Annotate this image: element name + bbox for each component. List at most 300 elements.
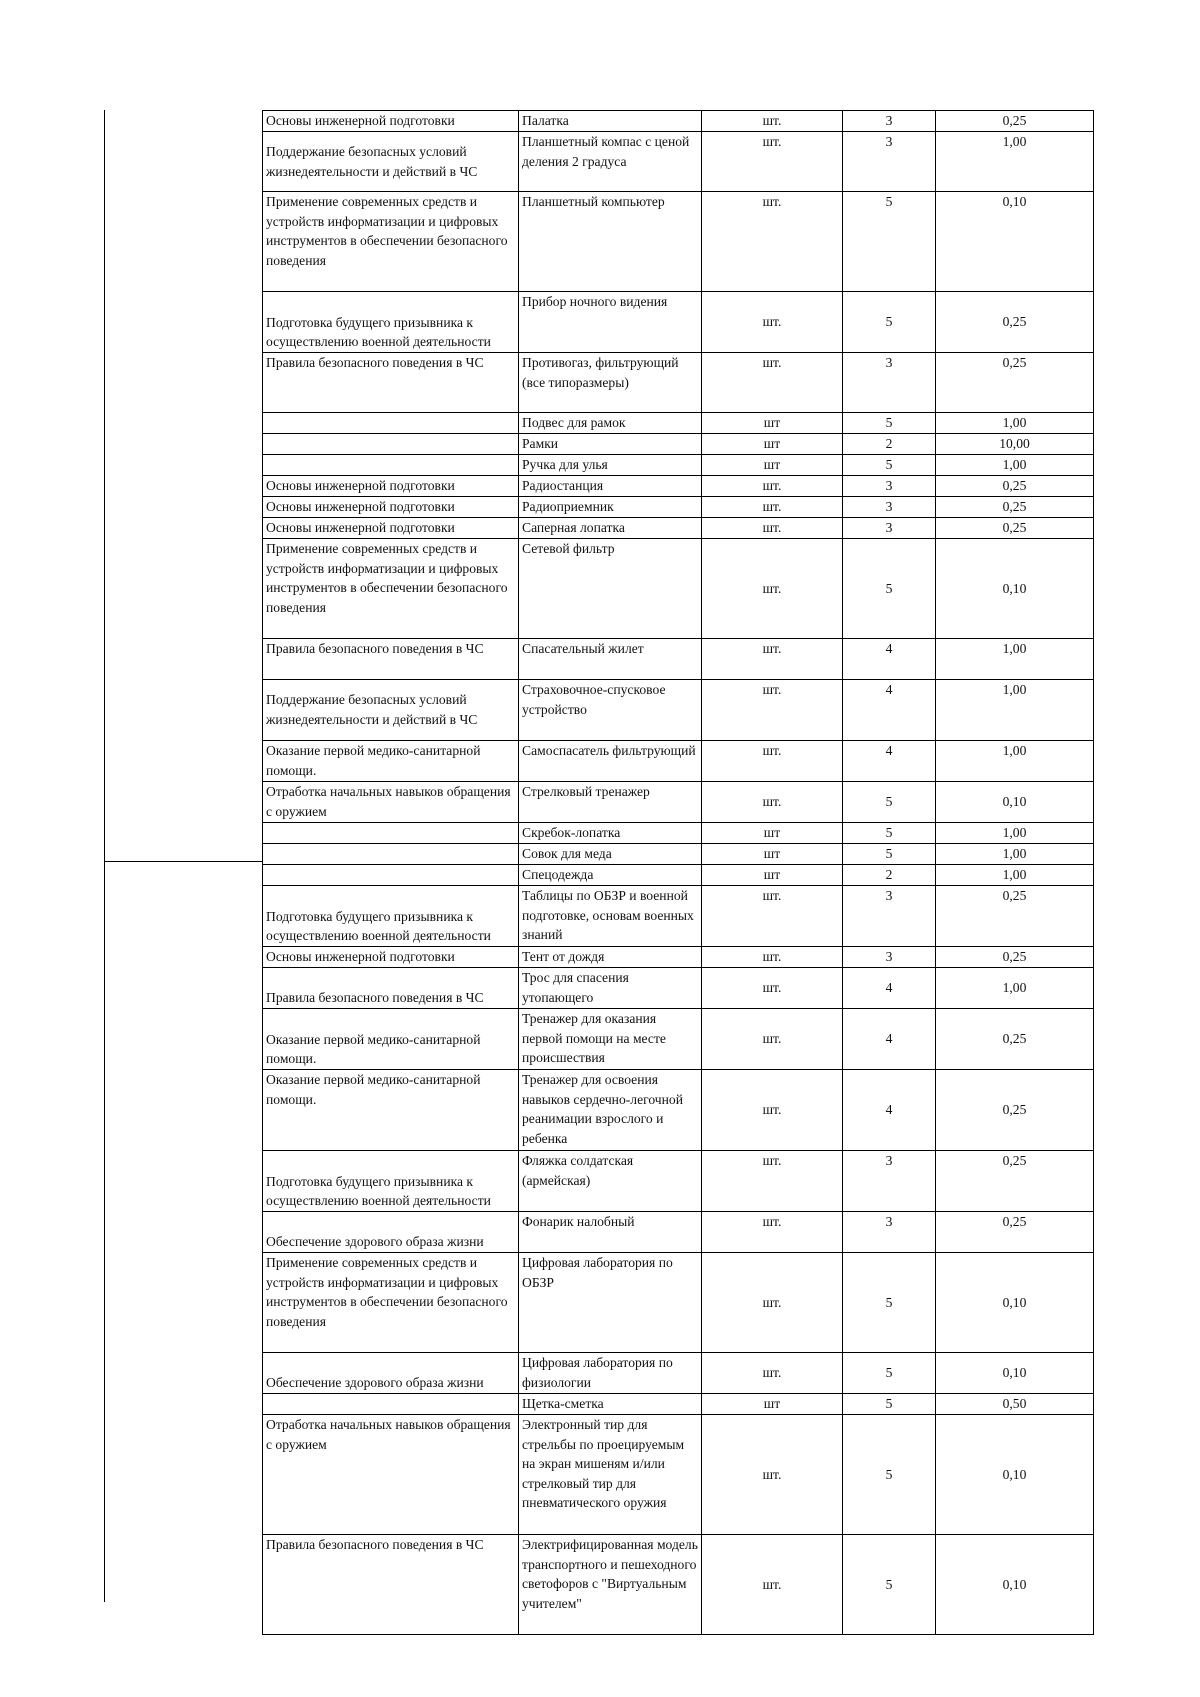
table-row — [263, 823, 1094, 844]
coefficient-text: 1,00 — [1002, 134, 1027, 149]
section-cell — [263, 1415, 519, 1535]
quantity-text: 3 — [885, 1214, 893, 1229]
table-row — [263, 844, 1094, 865]
table-row — [263, 111, 1094, 132]
unit-cell — [702, 192, 843, 292]
unit-cell — [702, 782, 843, 823]
coefficient-cell — [936, 639, 1094, 680]
item-name-cell — [519, 1535, 702, 1635]
unit-text: шт. — [762, 499, 782, 514]
section-cell — [263, 741, 519, 782]
section-cell — [263, 823, 519, 844]
quantity-text: 4 — [885, 682, 893, 697]
coefficient-text: 0,25 — [1002, 113, 1027, 128]
section-text: Поддержание безопасных условий жизнедеятельности и действий в ЧС — [266, 692, 478, 727]
quantity-cell — [843, 1009, 936, 1070]
item-name-cell — [519, 1353, 702, 1394]
coefficient-cell — [936, 539, 1094, 639]
quantity-text: 5 — [885, 1365, 893, 1381]
item-name-cell — [519, 1212, 702, 1253]
section-text: Подготовка будущего призывника к осуществлению военной деятельности — [266, 314, 491, 350]
section-cell — [263, 1253, 519, 1353]
coefficient-cell — [936, 455, 1094, 476]
section-cell — [263, 413, 519, 434]
coefficient-text: 1,00 — [1002, 867, 1027, 882]
item-name-cell — [519, 1394, 702, 1415]
quantity-cell — [843, 1353, 936, 1394]
unit-cell — [702, 518, 843, 539]
coefficient-cell — [936, 947, 1094, 968]
item-name-text: Электрифицированная модель транспортного и пешеходного светофоров с "Виртуальным учителем" — [522, 1537, 698, 1611]
unit-text: шт. — [762, 1214, 782, 1229]
quantity-text: 2 — [885, 867, 893, 882]
unit-cell — [702, 434, 843, 455]
unit-cell — [702, 1394, 843, 1415]
item-name-cell — [519, 1070, 702, 1151]
quantity-text: 4 — [885, 743, 893, 758]
quantity-cell — [843, 680, 936, 741]
coefficient-cell — [936, 1535, 1094, 1635]
quantity-cell — [843, 782, 936, 823]
unit-cell — [702, 639, 843, 680]
coefficient-cell — [936, 1009, 1094, 1070]
quantity-text: 4 — [885, 641, 893, 656]
unit-text: шт — [763, 415, 781, 430]
section-cell — [263, 782, 519, 823]
section-text: Основы инженерной подготовки — [266, 478, 455, 493]
coefficient-cell — [936, 1415, 1094, 1535]
quantity-text: 5 — [885, 194, 893, 209]
item-name-text: Тренажер для освоения навыков сердечно-легочной реанимации взрослого и ребенка — [522, 1072, 683, 1146]
table-row — [263, 1394, 1094, 1415]
coefficient-text: 0,10 — [1002, 1466, 1027, 1482]
coefficient-text: 1,00 — [1002, 743, 1027, 758]
unit-cell — [702, 413, 843, 434]
unit-text: шт — [763, 846, 781, 861]
section-cell — [263, 1151, 519, 1212]
quantity-text: 3 — [885, 478, 893, 493]
coefficient-text: 0,25 — [1002, 478, 1027, 493]
unit-text: шт. — [762, 1576, 782, 1592]
coefficient-cell — [936, 413, 1094, 434]
table-row — [263, 353, 1094, 413]
table-row — [263, 1535, 1094, 1635]
quantity-text: 5 — [885, 1396, 893, 1411]
quantity-cell — [843, 1394, 936, 1415]
section-cell — [263, 886, 519, 947]
section-cell — [263, 865, 519, 886]
outer-table-row-divider — [104, 861, 262, 862]
item-name-text: Радиостанция — [522, 478, 604, 493]
coefficient-cell — [936, 192, 1094, 292]
equipment-table-body — [263, 111, 1094, 1635]
coefficient-cell — [936, 886, 1094, 947]
item-name-cell — [519, 192, 702, 292]
coefficient-text: 1,00 — [1002, 641, 1027, 656]
coefficient-text: 0,10 — [1002, 194, 1027, 209]
item-name-cell — [519, 434, 702, 455]
coefficient-cell — [936, 1212, 1094, 1253]
coefficient-text: 0,25 — [1002, 949, 1027, 964]
item-name-text: Палатка — [522, 113, 569, 128]
coefficient-text: 0,10 — [1002, 1576, 1027, 1592]
coefficient-cell — [936, 518, 1094, 539]
coefficient-cell — [936, 741, 1094, 782]
quantity-cell — [843, 1535, 936, 1635]
unit-text: шт. — [762, 134, 782, 149]
coefficient-cell — [936, 823, 1094, 844]
table-row — [263, 539, 1094, 639]
quantity-cell — [843, 455, 936, 476]
table-row — [263, 1070, 1094, 1151]
section-cell — [263, 1009, 519, 1070]
section-text: Правила безопасного поведения в ЧС — [266, 641, 484, 656]
table-row — [263, 192, 1094, 292]
coefficient-cell — [936, 865, 1094, 886]
section-text: Применение современных средств и устройств информатизации и цифровых инструментов в обеспечении безопасного поведения — [266, 1255, 508, 1329]
item-name-text: Щетка-сметка — [522, 1396, 604, 1411]
quantity-text: 5 — [885, 314, 893, 330]
section-text: Правила безопасного поведения в ЧС — [266, 1537, 484, 1552]
table-row — [263, 741, 1094, 782]
unit-cell — [702, 476, 843, 497]
table-row — [263, 886, 1094, 947]
coefficient-text: 0,25 — [1002, 888, 1027, 903]
unit-cell — [702, 1253, 843, 1353]
coefficient-text: 0,25 — [1002, 499, 1027, 514]
item-name-cell — [519, 947, 702, 968]
table-row — [263, 455, 1094, 476]
coefficient-text: 0,25 — [1002, 520, 1027, 535]
quantity-text: 5 — [885, 825, 893, 840]
unit-text: шт. — [762, 355, 782, 370]
section-cell — [263, 1212, 519, 1253]
unit-text: шт. — [762, 1294, 782, 1310]
item-name-text: Планшетный компьютер — [522, 194, 665, 209]
item-name-text: Спецодежда — [522, 867, 594, 882]
section-cell — [263, 192, 519, 292]
table-row — [263, 497, 1094, 518]
quantity-text: 3 — [885, 888, 893, 903]
coefficient-text: 1,00 — [1002, 415, 1027, 430]
unit-text: шт — [763, 457, 781, 472]
item-name-cell — [519, 518, 702, 539]
quantity-cell — [843, 111, 936, 132]
unit-cell — [702, 353, 843, 413]
quantity-cell — [843, 476, 936, 497]
quantity-text: 5 — [885, 1576, 893, 1592]
section-text: Правила безопасного поведения в ЧС — [266, 355, 484, 370]
table-row — [263, 1253, 1094, 1353]
quantity-cell — [843, 353, 936, 413]
unit-cell — [702, 497, 843, 518]
unit-cell — [702, 1415, 843, 1535]
table-row — [263, 1009, 1094, 1070]
unit-text: шт. — [762, 580, 782, 596]
item-name-cell — [519, 680, 702, 741]
quantity-cell — [843, 1212, 936, 1253]
quantity-cell — [843, 192, 936, 292]
quantity-cell — [843, 497, 936, 518]
item-name-text: Цифровая лаборатория по ОБЗР — [522, 1255, 673, 1290]
item-name-text: Трос для спасения утопающего — [522, 970, 629, 1005]
quantity-text: 3 — [885, 1153, 893, 1168]
table-row — [263, 413, 1094, 434]
unit-cell — [702, 111, 843, 132]
coefficient-text: 0,25 — [1002, 1214, 1027, 1229]
quantity-text: 5 — [885, 846, 893, 861]
quantity-cell — [843, 886, 936, 947]
item-name-text: Скребок-лопатка — [522, 825, 621, 840]
item-name-cell — [519, 1415, 702, 1535]
table-row — [263, 947, 1094, 968]
unit-cell — [702, 886, 843, 947]
coefficient-cell — [936, 968, 1094, 1009]
unit-text: шт. — [762, 113, 782, 128]
item-name-cell — [519, 1253, 702, 1353]
item-name-cell — [519, 132, 702, 192]
item-name-cell — [519, 968, 702, 1009]
item-name-text: Совок для меда — [522, 846, 612, 861]
section-text: Отработка начальных навыков обращения с оружием — [266, 784, 511, 819]
unit-text: шт. — [762, 743, 782, 758]
quantity-cell — [843, 741, 936, 782]
section-cell — [263, 132, 519, 192]
item-name-text: Тренажер для оказания первой помощи на месте происшествия — [522, 1011, 666, 1066]
quantity-cell — [843, 1253, 936, 1353]
table-row — [263, 132, 1094, 192]
unit-cell — [702, 1070, 843, 1151]
section-cell — [263, 497, 519, 518]
item-name-cell — [519, 844, 702, 865]
quantity-cell — [843, 1151, 936, 1212]
unit-text: шт. — [762, 1102, 782, 1118]
item-name-cell — [519, 476, 702, 497]
item-name-text: Спасательный жилет — [522, 641, 644, 656]
coefficient-cell — [936, 1151, 1094, 1212]
coefficient-cell — [936, 132, 1094, 192]
unit-text: шт — [763, 1396, 781, 1411]
item-name-text: Электронный тир для стрельбы по проецируемым на экран мишеням и/или стрелковый тир для пневматического оружия — [522, 1417, 685, 1511]
coefficient-text: 1,00 — [1002, 825, 1027, 840]
quantity-cell — [843, 1415, 936, 1535]
coefficient-cell — [936, 292, 1094, 353]
unit-cell — [702, 947, 843, 968]
unit-text: шт. — [762, 1365, 782, 1381]
coefficient-cell — [936, 1353, 1094, 1394]
section-cell — [263, 1535, 519, 1635]
coefficient-text: 0,10 — [1002, 580, 1027, 596]
item-name-text: Планшетный компас с ценой деления 2 градуса — [522, 134, 690, 169]
unit-text: шт. — [762, 194, 782, 209]
coefficient-cell — [936, 1070, 1094, 1151]
unit-text: шт. — [762, 949, 782, 964]
unit-text: шт. — [762, 1466, 782, 1482]
coefficient-text: 0,25 — [1002, 1153, 1027, 1168]
unit-text: шт. — [762, 682, 782, 697]
unit-cell — [702, 292, 843, 353]
item-name-cell — [519, 111, 702, 132]
section-text: Основы инженерной подготовки — [266, 520, 455, 535]
unit-text: шт. — [762, 478, 782, 493]
section-text: Оказание первой медико-санитарной помощи. — [266, 1031, 481, 1067]
unit-cell — [702, 823, 843, 844]
outer-table-left-border — [104, 110, 105, 1602]
item-name-cell — [519, 1009, 702, 1070]
section-cell — [263, 353, 519, 413]
unit-text: шт — [763, 436, 781, 451]
unit-cell — [702, 1535, 843, 1635]
item-name-cell — [519, 1151, 702, 1212]
unit-cell — [702, 132, 843, 192]
unit-cell — [702, 1212, 843, 1253]
quantity-cell — [843, 132, 936, 192]
coefficient-cell — [936, 1394, 1094, 1415]
unit-text: шт. — [762, 641, 782, 656]
unit-cell — [702, 680, 843, 741]
coefficient-cell — [936, 111, 1094, 132]
coefficient-cell — [936, 476, 1094, 497]
item-name-text: Противогаз, фильтрующий (все типоразмеры) — [522, 355, 679, 390]
unit-cell — [702, 741, 843, 782]
unit-cell — [702, 865, 843, 886]
coefficient-cell — [936, 434, 1094, 455]
section-cell — [263, 639, 519, 680]
unit-cell — [702, 968, 843, 1009]
section-cell — [263, 844, 519, 865]
quantity-cell — [843, 947, 936, 968]
section-cell — [263, 1070, 519, 1151]
quantity-text: 3 — [885, 499, 893, 514]
section-text: Подготовка будущего призывника к осуществлению военной деятельности — [266, 908, 491, 944]
unit-cell — [702, 1353, 843, 1394]
coefficient-cell — [936, 782, 1094, 823]
coefficient-cell — [936, 353, 1094, 413]
quantity-text: 3 — [885, 134, 893, 149]
unit-text: шт. — [762, 314, 782, 330]
item-name-text: Цифровая лаборатория по физиологии — [522, 1355, 673, 1390]
coefficient-text: 0,10 — [1002, 1365, 1027, 1381]
table-row — [263, 292, 1094, 353]
item-name-text: Радиоприемник — [522, 499, 614, 514]
table-row — [263, 639, 1094, 680]
coefficient-cell — [936, 497, 1094, 518]
item-name-cell — [519, 353, 702, 413]
item-name-text: Стрелковый тренажер — [522, 784, 650, 799]
quantity-text: 5 — [885, 415, 893, 430]
item-name-text: Страховочное-спусковое устройство — [522, 682, 666, 717]
section-cell — [263, 680, 519, 741]
equipment-table — [262, 110, 1094, 1635]
coefficient-cell — [936, 680, 1094, 741]
section-text: Обеспечение здорового образа жизни — [266, 1234, 484, 1250]
item-name-text: Прибор ночного видения — [522, 294, 668, 309]
quantity-cell — [843, 968, 936, 1009]
coefficient-text: 1,00 — [1002, 846, 1027, 861]
section-text: Отработка начальных навыков обращения с оружием — [266, 1417, 511, 1452]
quantity-cell — [843, 844, 936, 865]
coefficient-cell — [936, 844, 1094, 865]
quantity-text: 4 — [885, 1031, 893, 1047]
coefficient-text: 0,25 — [1002, 1102, 1027, 1118]
section-text: Оказание первой медико-санитарной помощи. — [266, 1072, 481, 1107]
quantity-cell — [843, 518, 936, 539]
quantity-cell — [843, 539, 936, 639]
section-text: Основы инженерной подготовки — [266, 499, 455, 514]
table-row — [263, 968, 1094, 1009]
section-cell — [263, 292, 519, 353]
quantity-text: 4 — [885, 1102, 893, 1118]
unit-text: шт. — [762, 888, 782, 903]
section-text: Обеспечение здорового образа жизни — [266, 1375, 484, 1391]
quantity-cell — [843, 823, 936, 844]
section-text: Основы инженерной подготовки — [266, 949, 455, 964]
unit-cell — [702, 844, 843, 865]
item-name-cell — [519, 741, 702, 782]
item-name-cell — [519, 292, 702, 353]
table-row — [263, 782, 1094, 823]
coefficient-text: 0,50 — [1002, 1396, 1027, 1411]
section-text: Подготовка будущего призывника к осуществлению военной деятельности — [266, 1173, 491, 1209]
section-cell — [263, 1394, 519, 1415]
item-name-text: Фонарик налобный — [522, 1214, 635, 1229]
section-cell — [263, 947, 519, 968]
item-name-cell — [519, 782, 702, 823]
section-cell — [263, 539, 519, 639]
table-row — [263, 476, 1094, 497]
quantity-cell — [843, 1070, 936, 1151]
coefficient-text: 0,25 — [1002, 314, 1027, 330]
section-text: Основы инженерной подготовки — [266, 113, 455, 128]
section-cell — [263, 518, 519, 539]
item-name-text: Самоспасатель фильтрующий — [522, 743, 696, 758]
section-text: Оказание первой медико-санитарной помощи. — [266, 743, 481, 778]
table-row — [263, 680, 1094, 741]
quantity-cell — [843, 434, 936, 455]
quantity-text: 3 — [885, 355, 893, 370]
quantity-text: 3 — [885, 520, 893, 535]
unit-text: шт — [763, 867, 781, 882]
section-cell — [263, 455, 519, 476]
table-row — [263, 1415, 1094, 1535]
item-name-cell — [519, 886, 702, 947]
unit-text: шт — [763, 825, 781, 840]
quantity-text: 5 — [885, 457, 893, 472]
section-cell — [263, 111, 519, 132]
item-name-cell — [519, 823, 702, 844]
item-name-text: Рамки — [522, 436, 559, 451]
section-text: Поддержание безопасных условий жизнедеятельности и действий в ЧС — [266, 143, 478, 179]
item-name-cell — [519, 455, 702, 476]
item-name-text: Ручка для улья — [522, 457, 608, 472]
item-name-cell — [519, 413, 702, 434]
section-cell — [263, 434, 519, 455]
section-text: Правила безопасного поведения в ЧС — [266, 990, 484, 1006]
section-cell — [263, 968, 519, 1009]
unit-text: шт. — [762, 980, 782, 996]
item-name-cell — [519, 497, 702, 518]
item-name-text: Сетевой фильтр — [522, 541, 615, 556]
coefficient-text: 1,00 — [1002, 457, 1027, 472]
section-cell — [263, 1353, 519, 1394]
item-name-text: Подвес для рамок — [522, 415, 626, 430]
unit-cell — [702, 1009, 843, 1070]
coefficient-text: 0,25 — [1002, 1031, 1027, 1047]
table-row — [263, 865, 1094, 886]
item-name-cell — [519, 639, 702, 680]
quantity-text: 5 — [885, 794, 893, 810]
table-row — [263, 1212, 1094, 1253]
